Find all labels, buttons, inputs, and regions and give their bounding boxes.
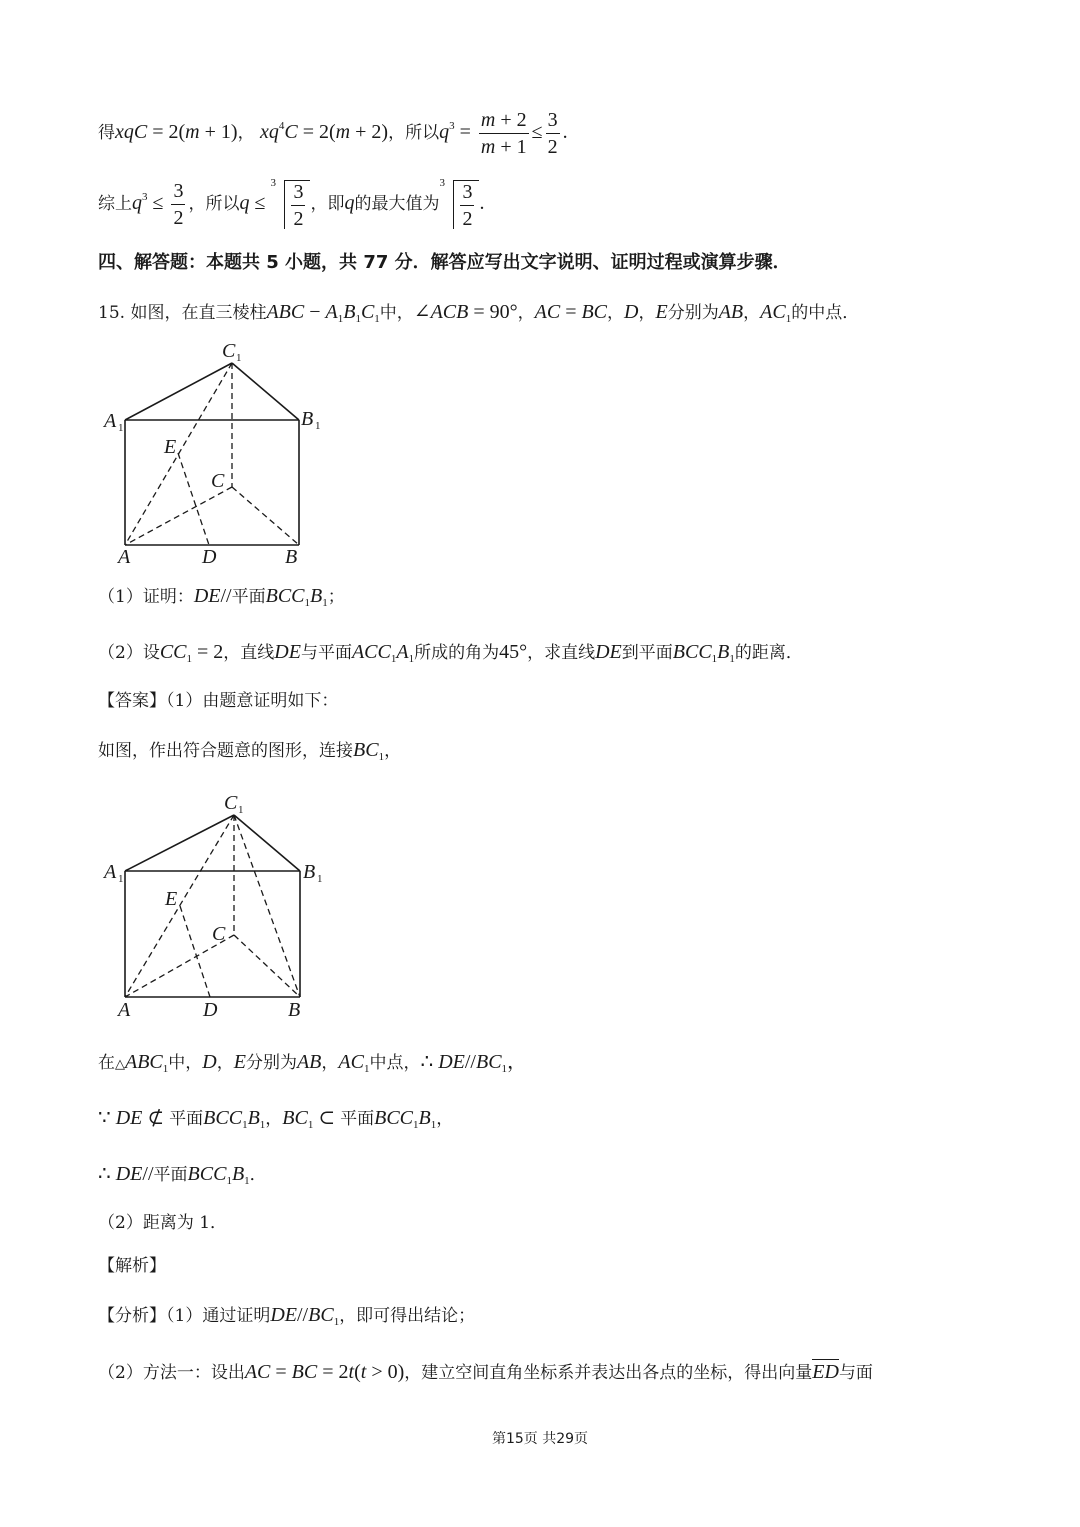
question-2: （2）设$CC_1 = 2$，直线DE与平面$ACC_1A_1$所成的角为45°，求直线DE到平面$BCC_1B_1$的距离．: [98, 641, 803, 665]
proof-line-1: 在$\triangle ABC_1$中，D，E分别为AB，$AC_1$中点，∴ $DE//BC_1$，: [98, 1051, 528, 1075]
label-d: D: [202, 546, 217, 568]
text-line-1: 得xqC = 2(m + 1)， $xq^4C = 2(m + 2)$，所以$q^3$ = $\frac{m + 2}{m + 1}$ ≤ $\frac{3}{2}$ .: [98, 109, 568, 158]
svg-text:1: 1: [236, 352, 242, 364]
problem-15-statement: 15. 如图，在直三棱柱ABC − $A_1B_1C_1$中，∠ACB = 90°，AC = BC，D，E分别为AB，$AC_1$的中点．: [98, 301, 860, 325]
svg-text:1: 1: [238, 804, 244, 816]
svg-text:1: 1: [315, 420, 321, 432]
label-e: E: [165, 888, 178, 910]
analysis-line-1: 【分析】（1）通过证明$DE//BC_1$，即可得出结论；: [98, 1304, 476, 1328]
answer-line: 【答案】（1）由题意证明如下：: [98, 691, 339, 711]
prism-figure-2: [98, 790, 338, 1025]
label-c1: C: [222, 340, 236, 362]
page-footer: 第15页 共29页: [491, 1431, 589, 1447]
proof-line-3: ∴ DE//平面$BCC_1B_1$．: [98, 1163, 267, 1187]
distance-answer: （2）距离为 1．: [98, 1213, 228, 1233]
label-a1: A: [104, 410, 117, 432]
label-d: D: [203, 999, 218, 1021]
label-e: E: [164, 436, 177, 458]
question-1: （1）证明：DE//平面$BCC_1B_1$；: [98, 585, 345, 609]
svg-text:1: 1: [118, 422, 124, 434]
prism-figure-1: [98, 335, 338, 570]
label-c: C: [211, 470, 225, 492]
analysis-heading: 【解析】: [98, 1256, 166, 1276]
svg-text:1: 1: [317, 873, 323, 885]
section-heading: 四、解答题：本题共 5 小题，共 77 分．解答应写出文字说明、证明过程或演算步骤．: [98, 252, 791, 273]
label-a: A: [118, 999, 131, 1021]
label-a: A: [118, 546, 131, 568]
label-c1: C: [224, 792, 238, 814]
proof-line-2: ∵ DE ⊄ 平面$BCC_1B_1$，$BC_1$ ⊂ 平面$BCC_1B_1$，: [98, 1107, 454, 1131]
label-b1: B: [301, 408, 314, 430]
text-line-2: 综上$q^3$ ≤ $\frac{3}{2}$ ，所以q ≤ 3 $\frac{3}{2}$ ，即q的最大值为 3 $\frac{3}{2}$ .: [98, 177, 485, 230]
label-b1: B: [303, 861, 316, 883]
figure-intro: 如图，作出符合题意的图形，连接$BC_1$，: [98, 739, 402, 763]
label-c: C: [212, 923, 226, 945]
svg-text:1: 1: [118, 873, 124, 885]
label-b: B: [285, 546, 298, 568]
label-a1: A: [104, 861, 117, 883]
analysis-line-2: （2）方法一：设出AC = BC = 2t(t > 0)，建立空间直角坐标系并表达出各点的坐标，得出向量ED与面: [98, 1361, 873, 1383]
label-b: B: [288, 999, 301, 1021]
